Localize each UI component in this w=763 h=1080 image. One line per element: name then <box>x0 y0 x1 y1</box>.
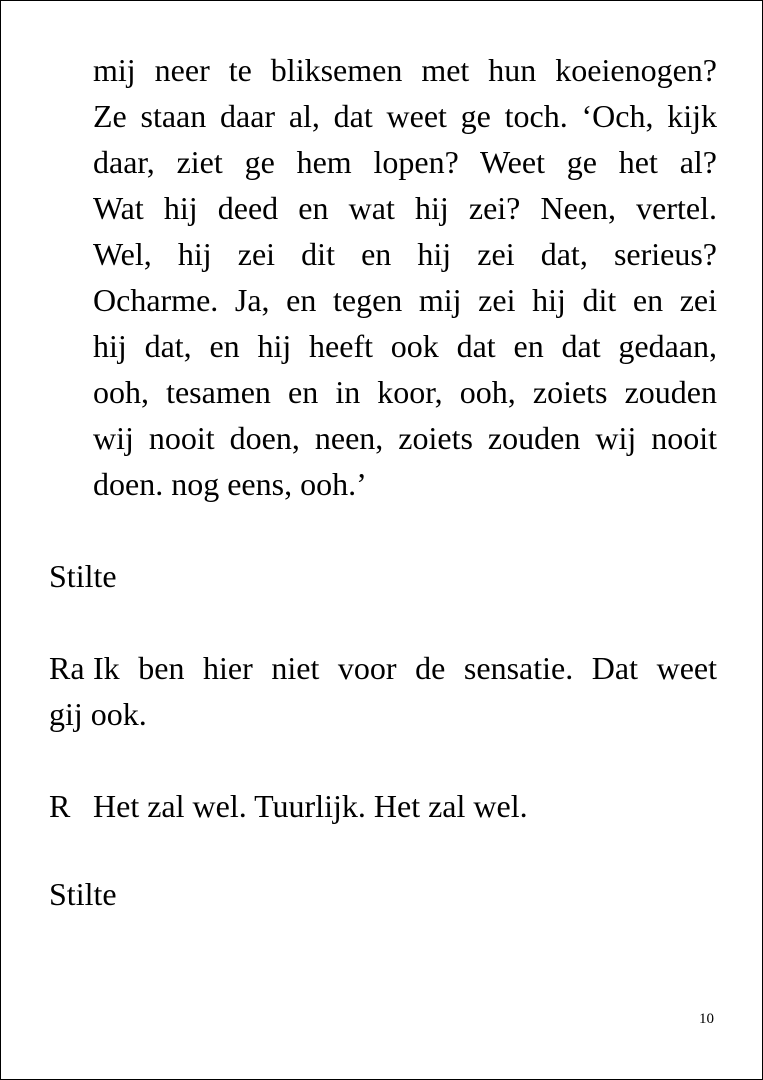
dialogue-continuation <box>93 47 717 507</box>
stage-direction: Stilte <box>49 558 117 594</box>
text-line: Wel, hij zei dit en hij zei dat, serieus? <box>93 236 717 272</box>
page-number: 10 <box>699 1011 714 1027</box>
speech-text: Ik ben hier niet voor de sensatie. Dat weet <box>93 650 717 686</box>
text-line: hij dat, en hij heeft ook dat en dat gedaan, <box>93 328 717 364</box>
text-line: daar, ziet ge hem lopen? Weet ge het al? <box>93 144 717 180</box>
speaker-label: Ra <box>49 650 85 686</box>
text-line: Ze staan daar al, dat weet ge toch. ‘Och, kijk <box>93 98 717 134</box>
text-line: doen. nog eens, ooh.’ <box>93 466 367 502</box>
speech-text-continued: gij ook. <box>49 696 147 732</box>
text-line: Ocharme. Ja, en tegen mij zei hij dit en zei <box>93 282 717 318</box>
text-line: mij neer te bliksemen met hun koeienogen? <box>93 52 717 88</box>
speaker-label: R <box>49 788 71 824</box>
speech-r <box>49 783 717 829</box>
text-line: ooh, tesamen en in koor, ooh, zoiets zouden <box>93 374 717 410</box>
speech-ra <box>49 645 717 737</box>
text-line: wij nooit doen, neen, zoiets zouden wij nooit <box>93 420 717 456</box>
speech-text: Het zal wel. Tuurlijk. Het zal wel. <box>93 788 528 824</box>
text-line: Wat hij deed en wat hij zei? Neen, vertel. <box>93 190 717 226</box>
stage-direction: Stilte <box>49 876 117 912</box>
